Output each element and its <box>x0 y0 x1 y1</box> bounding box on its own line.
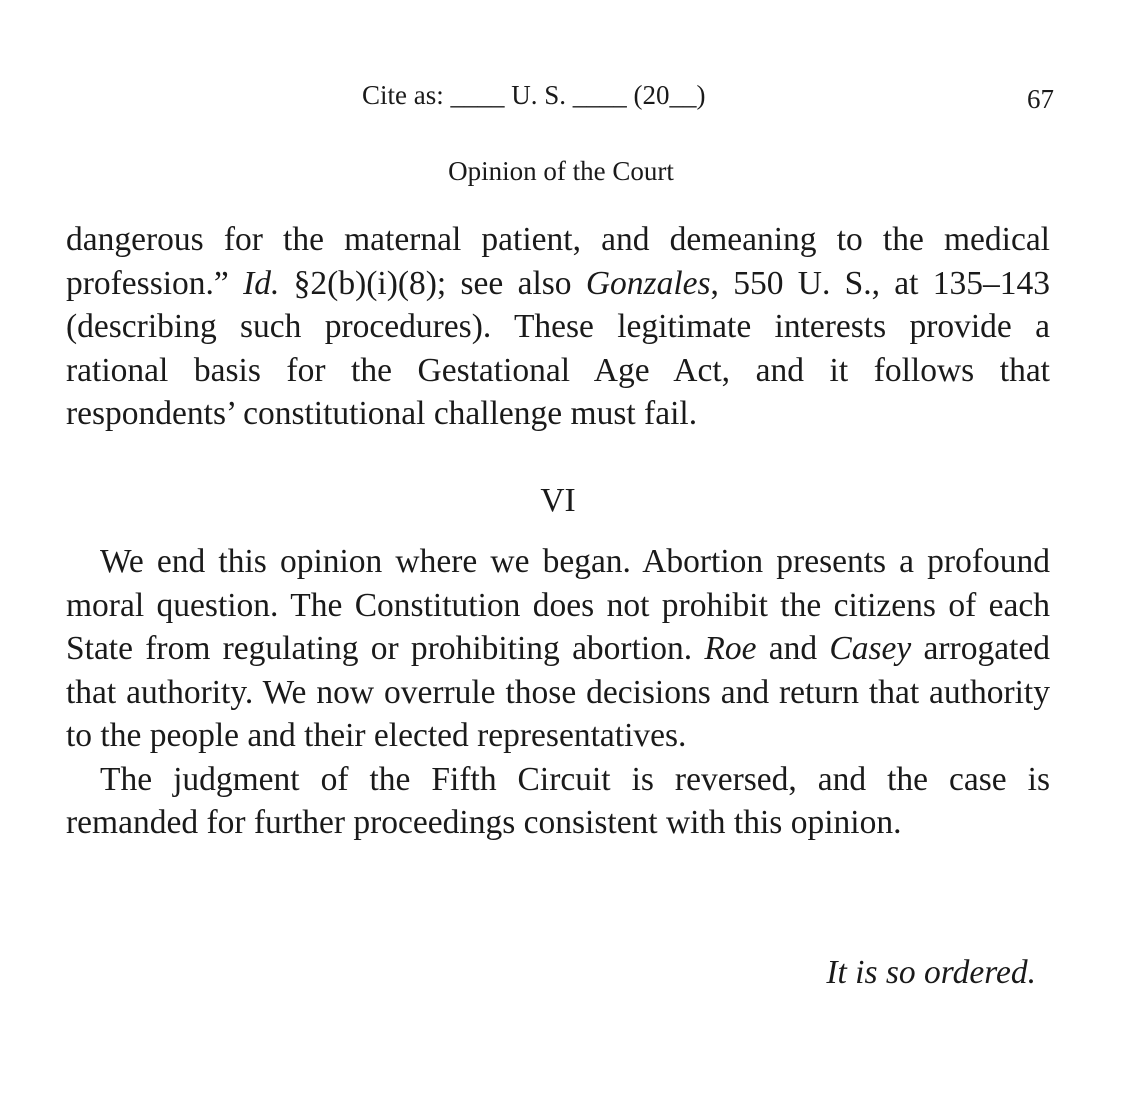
text-span: and <box>756 630 830 667</box>
page-number: 67 <box>1027 84 1054 114</box>
text-span: , 550 U. S., at 135–143 (describing such procedures). These legitimate interests provide a rational basis for the Gestational Age Act, and it follows that respondents’ constitutional challenge must fail. <box>66 264 1051 432</box>
text-span: arrogated that authority. We now overrule those decisions and return that authority to the people and their elected representatives. <box>66 630 1050 754</box>
paragraph-gestational-age <box>66 218 1050 436</box>
citation-header: Cite as: ____ U. S. ____ (20__) <box>362 80 706 110</box>
case-name-roe: Roe <box>704 630 757 667</box>
opinion-body <box>66 218 1050 845</box>
running-head: Opinion of the Court <box>448 156 674 186</box>
paragraph-judgment: The judgment of the Fifth Circuit is reversed, and the case is remanded for further proceedings consistent with this opinion. <box>66 760 1050 841</box>
section-heading: VI <box>540 481 576 519</box>
case-name-gonzales: Gonzales <box>585 264 711 302</box>
text-span: §2(b)(i)(8); see also <box>279 264 586 302</box>
closing-order: It is so ordered. <box>826 954 1036 991</box>
paragraph-conclusion <box>66 540 1050 758</box>
text-span: dangerous for the maternal patient, and demeaning to the medical profession.” <box>66 221 1050 302</box>
case-name-casey: Casey <box>829 630 912 667</box>
text-span: We end this opinion where we began. Abortion presents a profound moral question. The Constitution does not prohibit the citizens of each State from regulating or prohibiting abortion. <box>66 543 1050 667</box>
citation-id: Id. <box>243 264 280 302</box>
